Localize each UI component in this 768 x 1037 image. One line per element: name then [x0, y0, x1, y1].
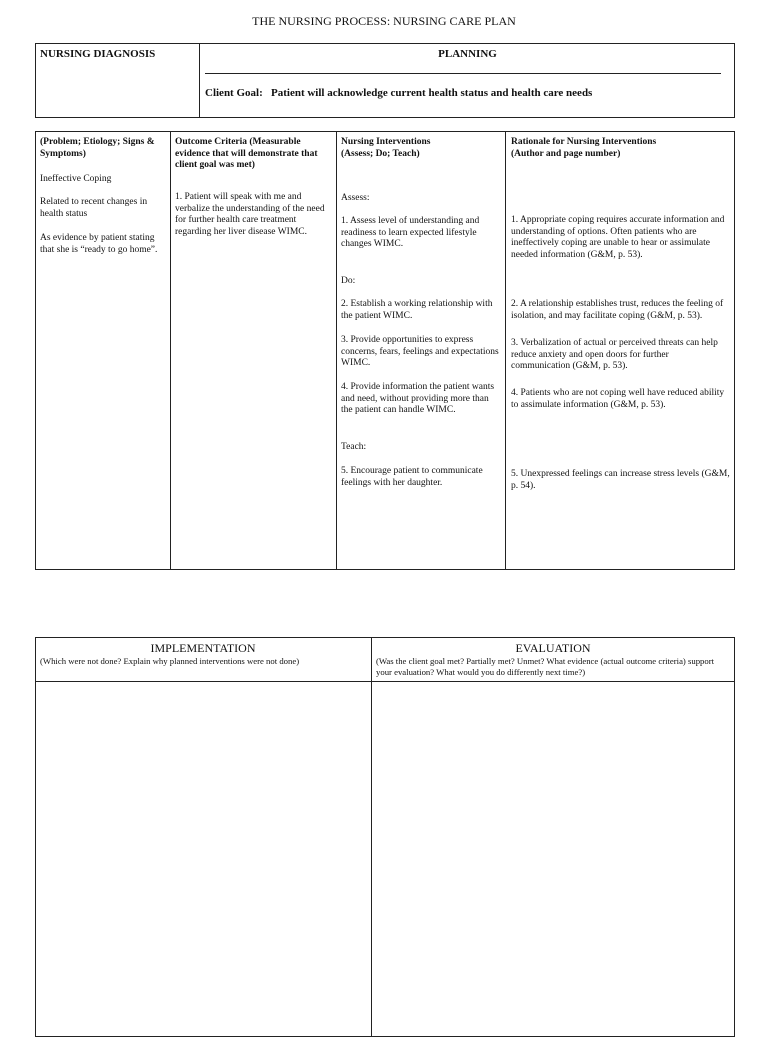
planning-header: PLANNING — [438, 48, 497, 60]
rationale-sub: (Author and page number) — [511, 148, 621, 159]
rationale-5: 5. Unexpressed feelings can increase stress levels (G&M, p. 54). — [511, 469, 730, 491]
rationale-4: 4. Patients who are not coping well have reduced ability to assimulate information (G&M, p. 53). — [511, 388, 725, 410]
rationale-1: 1. Appropriate coping requires accurate information and understanding of options. Often patients who are ineffectively coping are unable to hear or assimulate needed information (G&M, p. 53). — [511, 215, 725, 260]
intervention-5: 5. Encourage patient to communicate feelings with her daughter. — [341, 466, 483, 488]
assess-label: Assess: — [341, 193, 370, 203]
evidence-text: As evidence by patient stating that she is “ready to go home”. — [40, 233, 158, 255]
nursing-diagnosis-header: NURSING DIAGNOSIS — [40, 48, 156, 60]
intervention-4: 4. Provide information the patient wants and need, without providing more than the patient can handle WIMC. — [341, 382, 495, 415]
client-goal-label: Client Goal: — [205, 87, 263, 99]
col-divider-1 — [170, 131, 171, 570]
etiology-text: Related to recent changes in health status — [40, 197, 148, 219]
implementation-title: IMPLEMENTATION — [150, 641, 256, 655]
nursing-interventions-sub: (Assess; Do; Teach) — [341, 148, 420, 159]
col-divider-3 — [505, 131, 506, 570]
bottom-col-divider — [371, 637, 372, 1037]
outcome-criteria-item-1: 1. Patient will speak with me and verbalize the understanding of the need for further health care treatment regarding her liver disease WIMC. — [175, 192, 325, 237]
implementation-evaluation-box — [35, 637, 735, 1037]
intervention-1: 1. Assess level of understanding and readiness to learn expected lifestyle changes WIMC. — [341, 216, 480, 249]
outcome-criteria-header: Outcome Criteria (Measurable evidence that will demonstrate that client goal was met) — [175, 137, 318, 170]
page-title: THE NURSING PROCESS: NURSING CARE PLAN — [252, 14, 516, 28]
client-goal — [205, 88, 730, 100]
evaluation-title: EVALUATION — [515, 641, 591, 655]
do-label: Do: — [341, 276, 356, 286]
intervention-2: 2. Establish a working relationship with the patient WIMC. — [341, 299, 493, 321]
rationale-title: Rationale for Nursing Interventions — [511, 137, 657, 147]
bottom-header-divider — [35, 681, 735, 682]
planning-underline — [205, 73, 721, 74]
client-goal-text: Patient will acknowledge current health status and health care needs — [271, 87, 593, 99]
nursing-interventions-title: Nursing Interventions — [341, 137, 431, 147]
nursing-interventions-header — [341, 137, 499, 160]
teach-label: Teach: — [341, 442, 367, 452]
rationale-3: 3. Verbalization of actual or perceived threats can help reduce anxiety and open doors for further communication (G&M, p. 53). — [511, 338, 718, 371]
evaluation-subtitle: (Was the client goal met? Partially met? Unmet? What evidence (actual outcome criteria) support your evaluation? What would you do differently next time?) — [376, 656, 715, 677]
implementation-subtitle: (Which were not done? Explain why planned interventions were not done) — [40, 656, 300, 666]
problem-text: Ineffective Coping — [40, 174, 112, 184]
rationale-header — [511, 137, 729, 160]
rationale-2: 2. A relationship establishes trust, reduces the feeling of isolation, and may facilitate coping (G&M, p. 53). — [511, 299, 724, 321]
intervention-3: 3. Provide opportunities to express concerns, fears, feelings and expectations WIMC. — [341, 335, 499, 368]
col-divider-2 — [336, 131, 337, 570]
problem-etiology-header: (Problem; Etiology; Signs & Symptoms) — [40, 137, 155, 159]
